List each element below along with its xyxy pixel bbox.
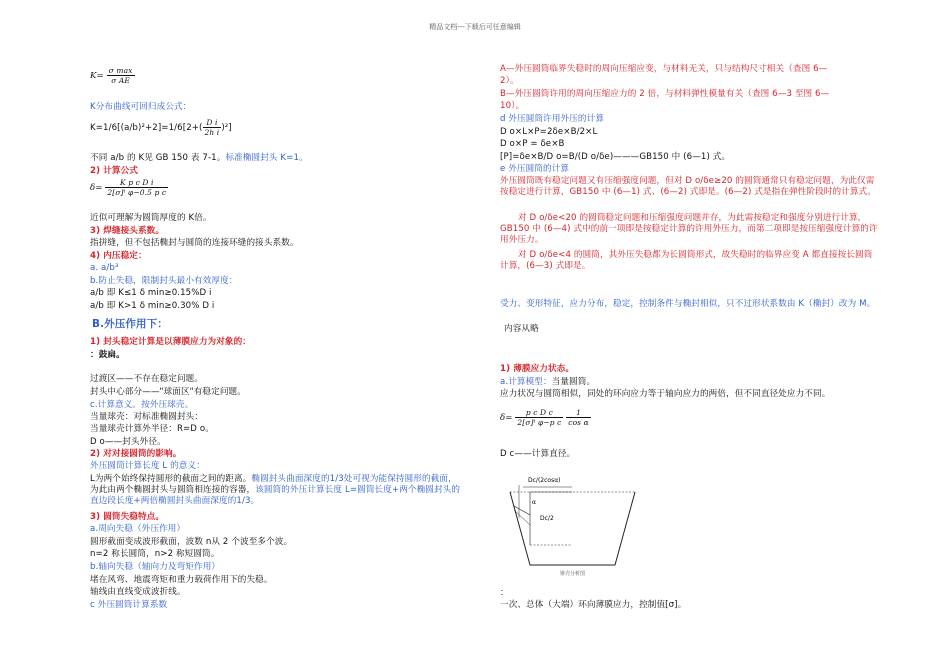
k-table-line: 不同 a/b 的 K见 GB 150 表 7-1。标准椭圆封头 K=1。: [90, 153, 308, 163]
axial-text: 堵在风弯、地震弯矩和重力载荷作用下的失稳。: [90, 575, 273, 585]
equiv-shell: 当量球壳：对标准椭圆封头：: [90, 412, 204, 422]
a-line2: 2）。: [500, 76, 519, 86]
cone-intro: 受力、变形特征，应力分布，稳定，控制条件与椭封相似，只不过形状系数由 K（椭封）改为 M。: [500, 299, 876, 309]
stab-b1: a/b 即 K≤1 δ min≥0.15%D i: [90, 288, 212, 298]
outer-dia: D o——封头外径。: [90, 437, 166, 447]
cone-diagram: [500, 470, 670, 570]
thin-film-line: 1) 封头稳定计算是以薄膜应力为对象的：: [90, 337, 251, 347]
cos-fraction: $\frac{1}{\text{cos α}}$: [568, 408, 589, 427]
bulge-line: ：鼓扁。: [90, 350, 125, 360]
k-formula: K= $\frac{\text{σ max}}{\text{σ AE}}$: [90, 66, 133, 85]
weld-text: 指拼缝，但不包括椭封与圆筒的连接环缝的接头系数。: [90, 238, 299, 248]
e-paragraph-1: 外压圆筒既有稳定问题又有压缩强度问题，但对 D o/δe≥20 的圆筒通常只有稳定问题，为此仅需按稳定进行计算，GB150 中 (6—1) 式、(6—2) 式即是。(6—2) 式是指在弹性阶段时的计算式。: [500, 176, 876, 197]
fig-label-dc-2cos: Dc/(2cosα): [528, 477, 561, 484]
buckling-heading: 3) 圆筒失稳特点。: [90, 512, 165, 522]
calc-fraction: $\frac{\text{K p c D i}}{\text{2[σ]ᵗ φ−0.5 p c}}$: [107, 178, 167, 197]
e-heading: e 外压圆筒的计算: [500, 164, 570, 174]
fig-label-dc-2: Dc/2: [540, 515, 554, 522]
b-line2: 10）。: [500, 101, 525, 111]
calc-heading: 2) 计算公式: [90, 166, 138, 176]
page-header: 精品文档---下载后可任意编辑: [429, 23, 521, 31]
colon-line: ：: [500, 588, 509, 598]
e-paragraph-2: 对 D o/δe<20 的圆筒稳定问题和压缩强度问题并存，为此需按稳定和强度分别进行计算，GB150 中 (6—4) 式中的前一项即是按稳定计算的许用外压力，而第二项即是按压缩强度计算的许用外压力。: [500, 213, 878, 245]
k-fit-fraction: $\frac{\text{D i}}{\text{2h i}}$: [204, 118, 220, 137]
k-fit-formula: K=1/6[(a/b)²+2]=1/6[2+( $\frac{\text{D i}}{\text{2h i}}$ )²]: [90, 118, 232, 137]
transition-line: 过渡区——不存在稳定问题。: [90, 374, 204, 384]
b-line1: B—外压圆筒许用的周向压缩应力的 2 倍，与材料弹性模量有关（查图 6—3 至图 6—: [500, 89, 830, 99]
d-heading: d 外压圆筒许用外压的计算: [500, 114, 605, 124]
ext-calc-heading: c 外压圆筒计算系数: [90, 600, 168, 610]
section-b-heading: B.外压作用下：: [92, 318, 168, 330]
center-line: 封头中心部分——"球面区"有稳定问题。: [90, 387, 246, 397]
circ-text: 圆形截面变成波形截面，波数 n从 2 个波至多个波。: [90, 537, 293, 547]
d-eq1: D o×L×P=2δe×B/2×L: [500, 127, 598, 137]
calc-meaning: c.计算意义。按外压球壳。: [90, 400, 194, 410]
approx-text: 近似可理解为圆筒厚度的 K倍。: [90, 213, 212, 223]
cone-fraction: $\frac{\text{p c D c}}{\text{2[σ]ᵗ φ−p c}}$: [517, 408, 562, 427]
film-heading: 1) 薄膜应力状态。: [500, 364, 575, 374]
figure-caption: 锥壳分析图: [560, 571, 586, 577]
stress-text: 应力状况与圆筒相似，同处的环向应力等于轴向应力的两倍，但不同直径处应力不同。: [500, 389, 831, 399]
circ-heading: a.周向失稳（外压作用）: [90, 524, 186, 534]
final-text: 一次、总体（大端）环向薄膜应力，控制值[σ]。: [500, 600, 687, 610]
weld-heading: 3) 焊缝接头系数。: [90, 226, 165, 236]
omitted-note: 内容从略: [504, 324, 539, 334]
equiv-radius: 当量球壳计算外半径：R=D o。: [90, 424, 214, 434]
effect-heading: 2) 对对接圆筒的影响。: [90, 449, 182, 459]
d-eq2: D o×P = δe×B: [500, 139, 565, 149]
calc-formula: δ= $\frac{\text{K p c D i}}{\text{2[σ]ᵗ φ−0.5 p c}}$: [90, 178, 167, 197]
axial-heading: b.轴向失稳（轴向力及弯矩作用）: [90, 562, 221, 572]
stab-a: a. a/b³: [90, 263, 119, 273]
dc-text: D c——计算直径。: [500, 449, 576, 459]
n-text: n=2 称长圆筒，n>2 称短圆筒。: [90, 549, 220, 559]
length-heading: 外压圆筒计算长度 L 的意义：: [90, 461, 205, 471]
d-eq3: [P]=δe×B/D o=B/(D o/δe)———GB150 中 (6—1) 式。: [500, 152, 731, 162]
calc-model-line: a.计算模型：当量圆筒。: [500, 377, 596, 387]
cone-formula: δ= $\frac{\text{p c D c}}{\text{2[σ]ᵗ φ−p c}}$ $\frac{1}{\text{cos α}}$: [500, 408, 589, 427]
fig-label-alpha: α: [532, 499, 537, 506]
stab-heading: 4) 内压稳定：: [90, 251, 147, 261]
k-fit-heading: K分布曲线可回归成公式：: [90, 102, 192, 112]
axial-text2: 轴线由直线变成波折线。: [90, 587, 186, 597]
stab-b2: a/b 即 K>1 δ min≥0.30% D i: [90, 301, 215, 311]
stab-b: b.防止失稳，限制封头最小有效厚度：: [90, 276, 238, 286]
e-paragraph-3: 对 D o/δe<4 的圆筒，其外压失稳都为长圆筒形式，故失稳时的临界应变 A 都直接按长圆筒计算，(6—3) 式即是。: [500, 250, 873, 271]
a-line1: A—外压圆筒临界失稳时的周向压缩应变，与材料无关，只与结构尺寸相关（查图 6—: [500, 64, 828, 74]
length-paragraph: L为两个始终保持圆形的截面之间的距离。椭圆封头曲面深度的1/3处可视为能保持圆形的截面，为此由两个椭圆封头与圆筒相连接的容器，该圆筒的外压计算长度 L=圆筒长度+两个椭圆封头的直边段长度+两倍椭圆封头曲面深度的1/3。: [90, 474, 461, 506]
k-fraction: $\frac{\text{σ max}}{\text{σ AE}}$: [108, 66, 133, 85]
